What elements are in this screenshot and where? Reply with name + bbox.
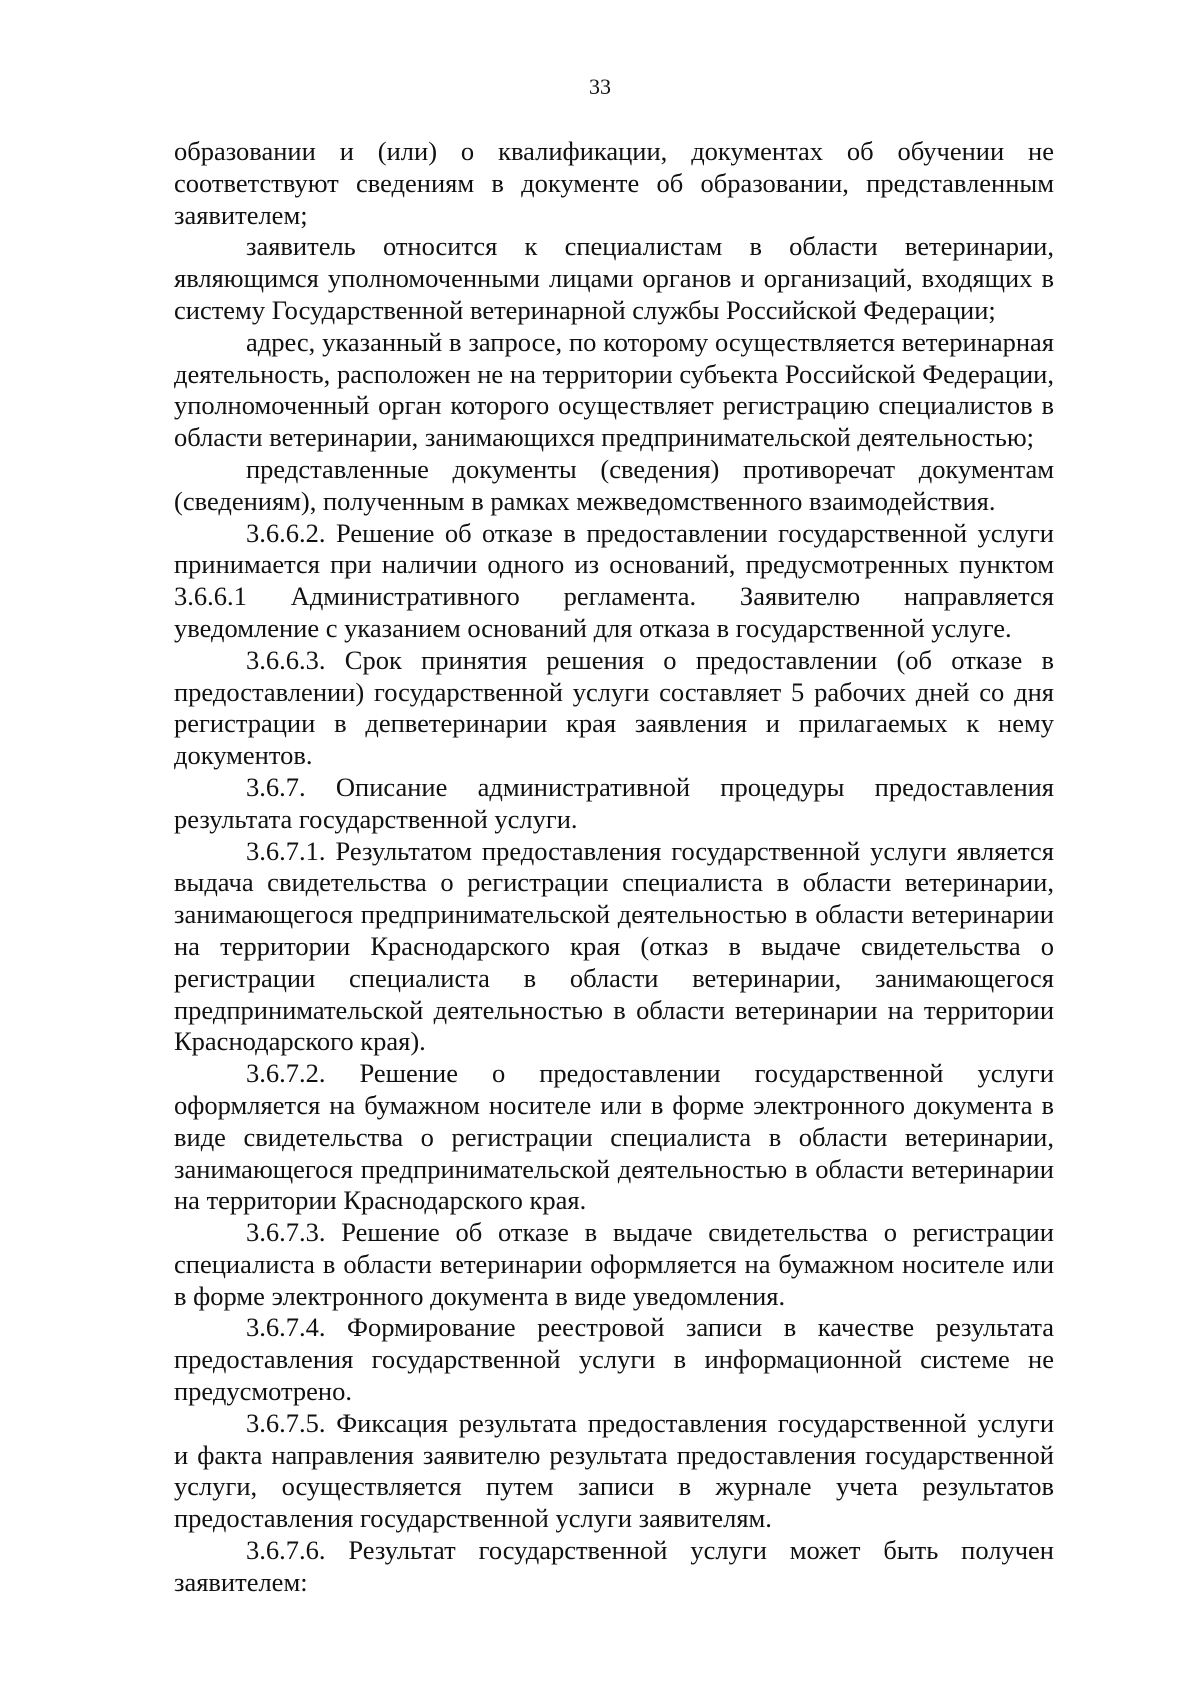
paragraph-3-6-7-3: 3.6.7.3. Решение об отказе в выдаче свидетельства о регистрации специалиста в области ветеринарии оформляется на бумажном носителе или в форме электронного документа в виде уведомления. (174, 1217, 1054, 1311)
paragraph-continuation: образовании и (или) о квалификации, документах об обучении не соответствуют сведениям в документе об образовании, представленным заявителем; (174, 136, 1054, 230)
paragraph-3-6-7-2: 3.6.7.2. Решение о предоставлении государственной услуги оформляется на бумажном носителе или в форме электронного документа в виде свидетельства о регистрации специалиста в области ветеринарии, занимающегося предпринимательской деятельностью в области ветеринарии на территории Краснодарского края. (174, 1058, 1054, 1216)
paragraph: представленные документы (сведения) противоречат документам (сведениям), полученным в рамках межведомственного взаимодействия. (174, 453, 1054, 516)
paragraph-3-6-7-6: 3.6.7.6. Результат государственной услуги может быть получен заявителем: (174, 1535, 1054, 1597)
document-body (174, 136, 1054, 1599)
page-number: 33 (589, 74, 611, 99)
paragraph-3-6-6-2: 3.6.6.2. Решение об отказе в предоставлении государственной услуги принимается при наличии одного из оснований, предусмотренных пунктом 3.6.6.1 Административного регламента. Заявителю направляется уведомление с указанием оснований для отказа в государственной услуге. (174, 517, 1054, 643)
paragraph-3-6-7-5: 3.6.7.5. Фиксация результата предоставления государственной услуги и факта направления заявителю результата предоставления государственной услуги, осуществляется путем записи в журнале учета результатов предоставления государственной услуги заявителям. (174, 1407, 1054, 1534)
paragraph: заявитель относится к специалистам в области ветеринарии, являющимся уполномоченными лицами органов и организаций, входящих в систему Государственной ветеринарной службы Российской Федерации; (174, 231, 1054, 325)
paragraph-3-6-6-3: 3.6.6.3. Срок принятия решения о предоставлении (об отказе в предоставлении) государственной услуги составляет 5 рабочих дней со дня регистрации в депветеринарии края заявления и прилагаемых к нему документов. (174, 644, 1054, 771)
paragraph: адрес, указанный в запросе, по которому осуществляется ветеринарная деятельность, расположен не на территории субъекта Российской Федерации, уполномоченный орган которого осуществляет регистрацию специалистов в области ветеринарии, занимающихся предпринимательской деятельностью; (174, 326, 1054, 453)
paragraph-3-6-7: 3.6.7. Описание административной процедуры предоставления результата государственной услуги. (174, 771, 1054, 834)
paragraph-3-6-7-4: 3.6.7.4. Формирование реестровой записи в качестве результата предоставления государственной услуги в информационной системе не предусмотрено. (174, 1312, 1054, 1407)
paragraph-3-6-7-1: 3.6.7.1. Результатом предоставления государственной услуги является выдача свидетельства о регистрации специалиста в области ветеринарии, занимающегося предпринимательской деятельностью в области ветеринарии на территории Краснодарского края (отказ в выдаче свидетельства о регистрации специалиста в области ветеринарии, занимающегося предпринимательской деятельностью в области ветеринарии на территории Краснодарского края). (174, 835, 1054, 1057)
